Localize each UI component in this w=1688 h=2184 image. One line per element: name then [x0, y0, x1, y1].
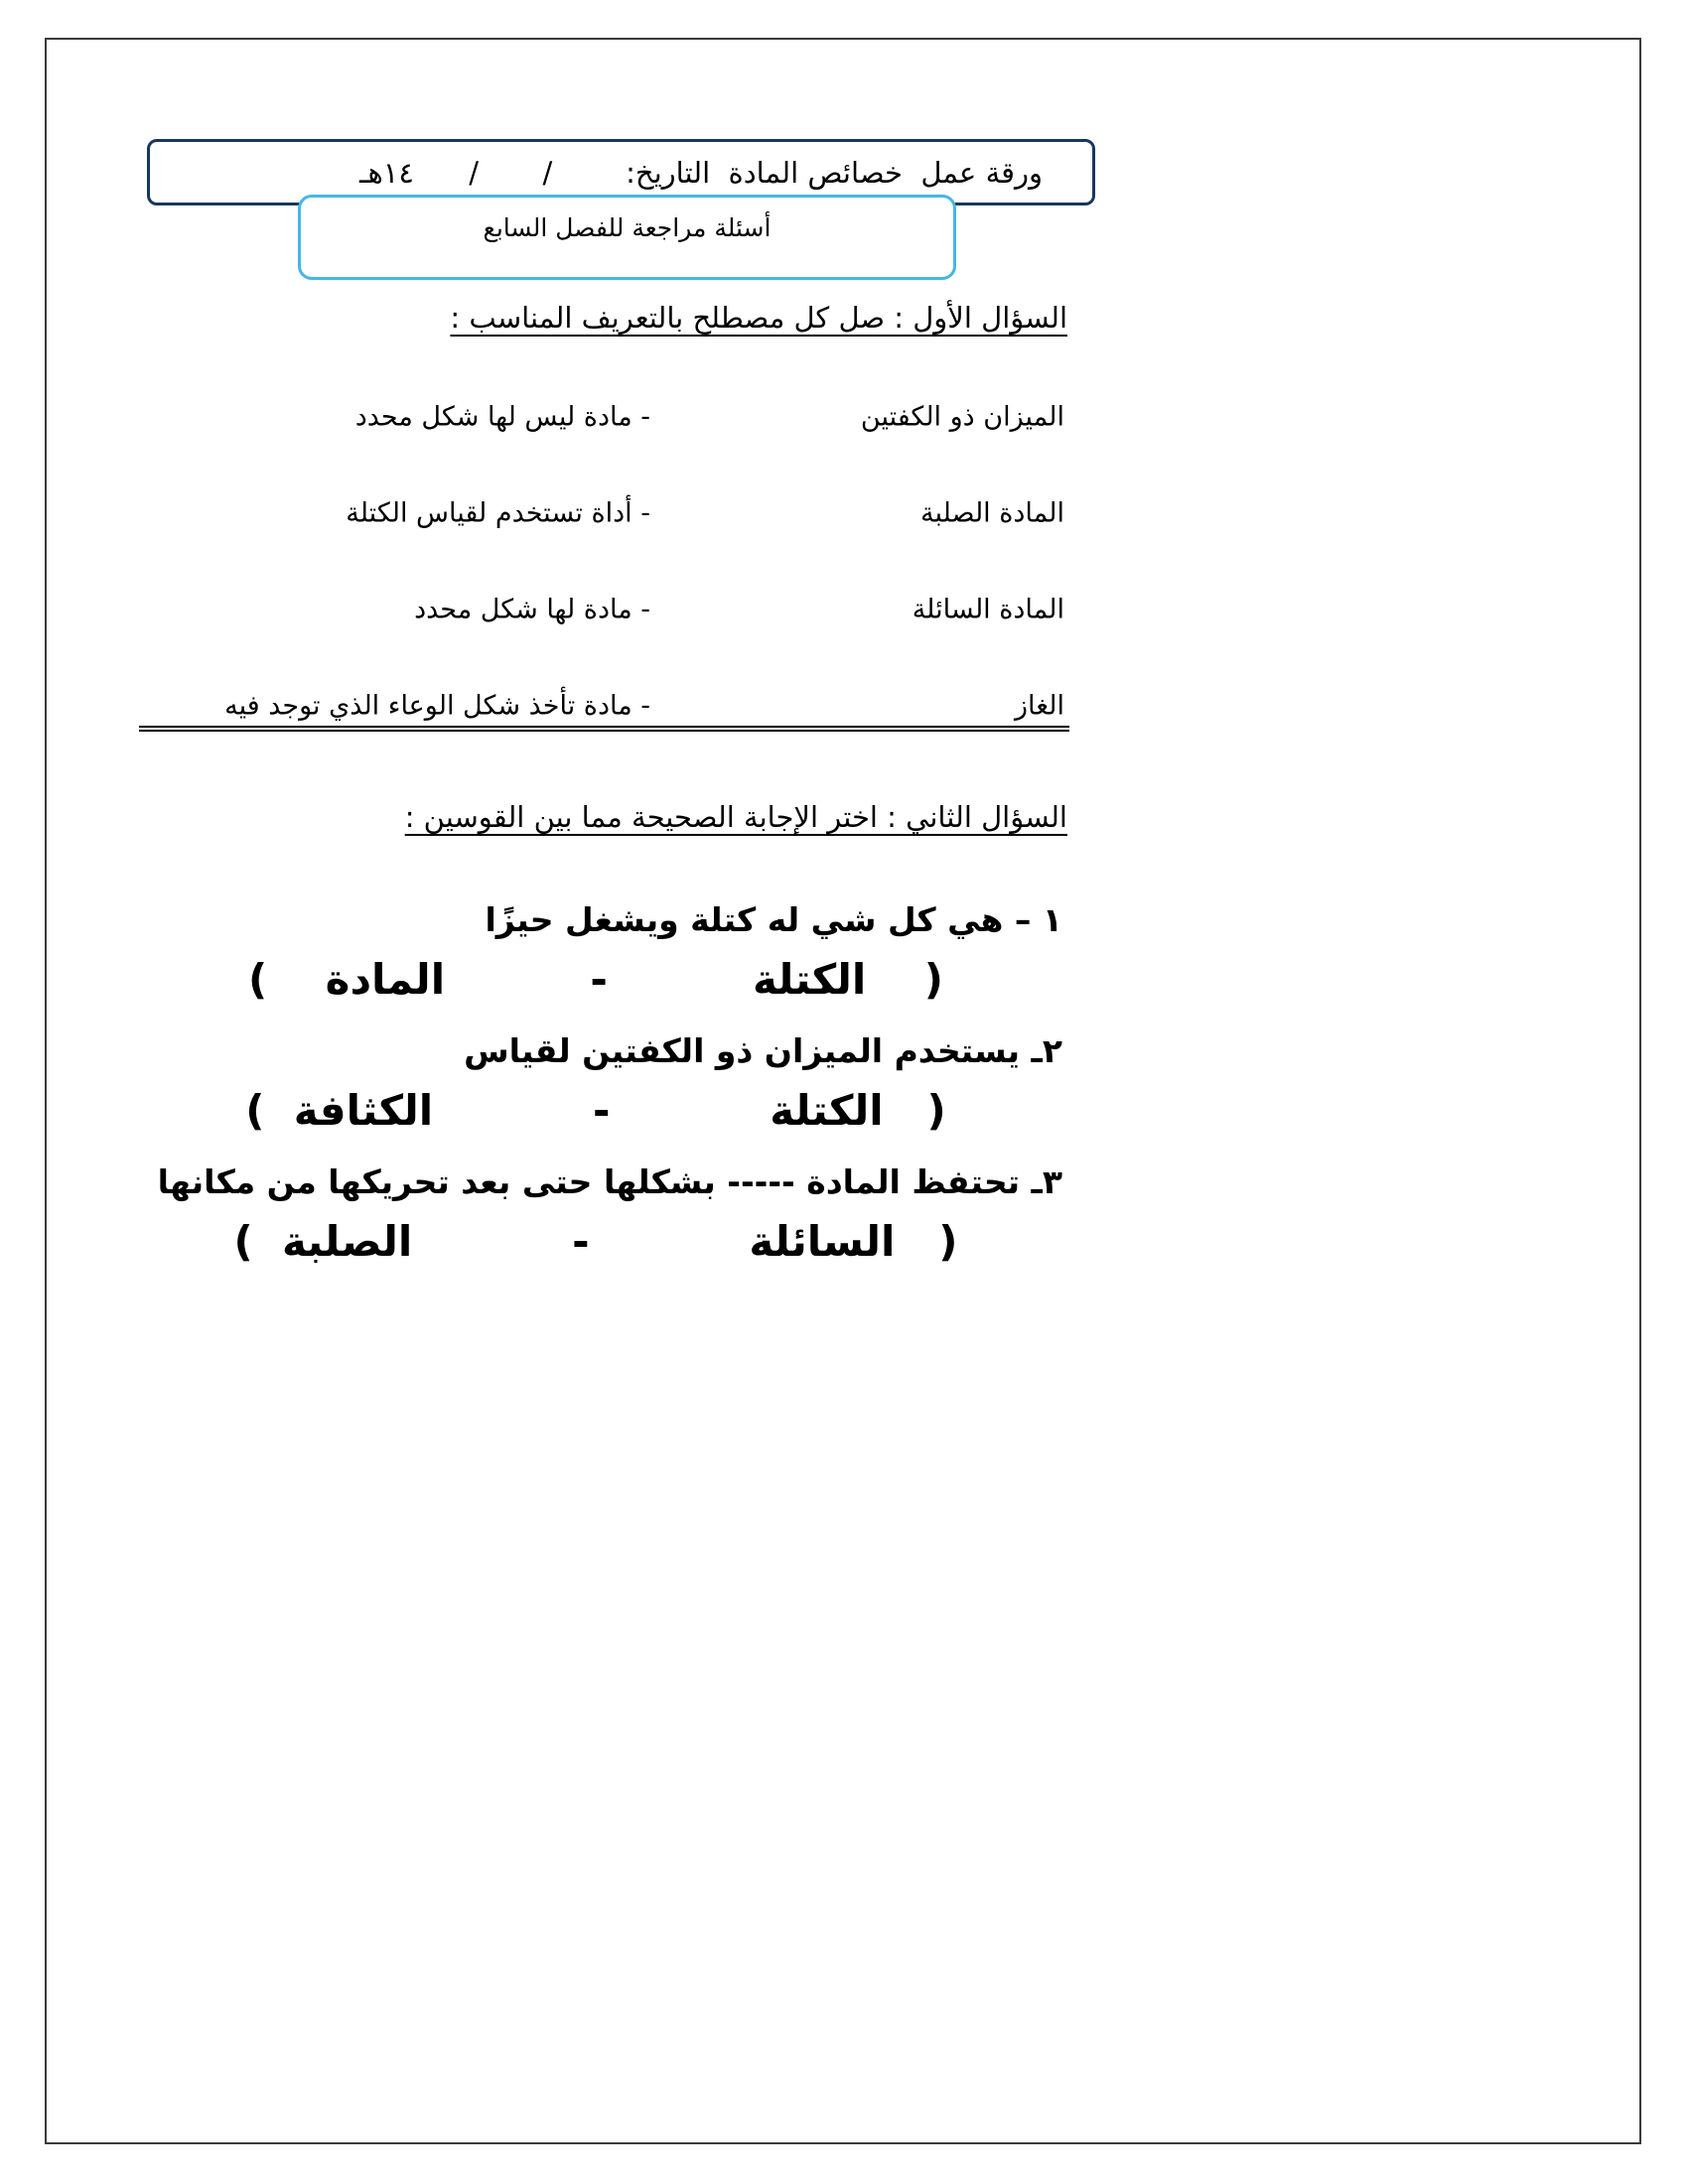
question2-heading: السؤال الثاني : اختر الإجابة الصحيحة مما بين القوسين :: [404, 800, 1067, 834]
match-row: [139, 657, 1067, 753]
match-row: [139, 561, 1067, 657]
multiple-choice-section: [119, 879, 1072, 1290]
mcq-options: ( السائلة - الصلبة ): [233, 1217, 958, 1266]
mcq-question: ١ – هي كل شي له كتلة ويشغل حيزًا: [485, 900, 1062, 939]
match-definition: - مادة لها شكل محدد: [414, 594, 650, 624]
match-row: [139, 465, 1067, 561]
match-definition: - أداة تستخدم لقياس الكتلة: [346, 497, 650, 528]
match-term: المادة السائلة: [912, 594, 1064, 624]
mcq-question: ٢ـ يستخدم الميزان ذو الكفتين لقياس: [464, 1031, 1062, 1070]
match-term: الغاز: [1014, 690, 1064, 721]
mcq-question: ٣ـ تحتفظ المادة ----- بشكلها حتى بعد تحريكها من مكانها: [157, 1162, 1062, 1201]
match-term: الميزان ذو الكفتين: [860, 401, 1064, 432]
worksheet-title: ورقة عمل خصائص المادة التاريخ: / / ١٤هـ: [359, 155, 1043, 190]
match-definition: - مادة تأخذ شكل الوعاء الذي توجد فيه: [224, 690, 650, 721]
question1-heading: السؤال الأول : صل كل مصطلح بالتعريف المناسب :: [450, 301, 1067, 335]
review-subtitle: أسئلة مراجعة للفصل السابع: [483, 213, 772, 242]
matching-section: [139, 368, 1067, 753]
mcq-options: ( الكتلة - المادة ): [247, 955, 944, 1004]
match-row: [139, 368, 1067, 465]
mcq-options: ( الكتلة - الكثافة ): [245, 1086, 946, 1135]
section-divider: [139, 726, 1069, 732]
review-subtitle-box: [298, 195, 956, 280]
match-term: المادة الصلبة: [919, 497, 1064, 528]
match-definition: - مادة ليس لها شكل محدد: [354, 401, 650, 432]
